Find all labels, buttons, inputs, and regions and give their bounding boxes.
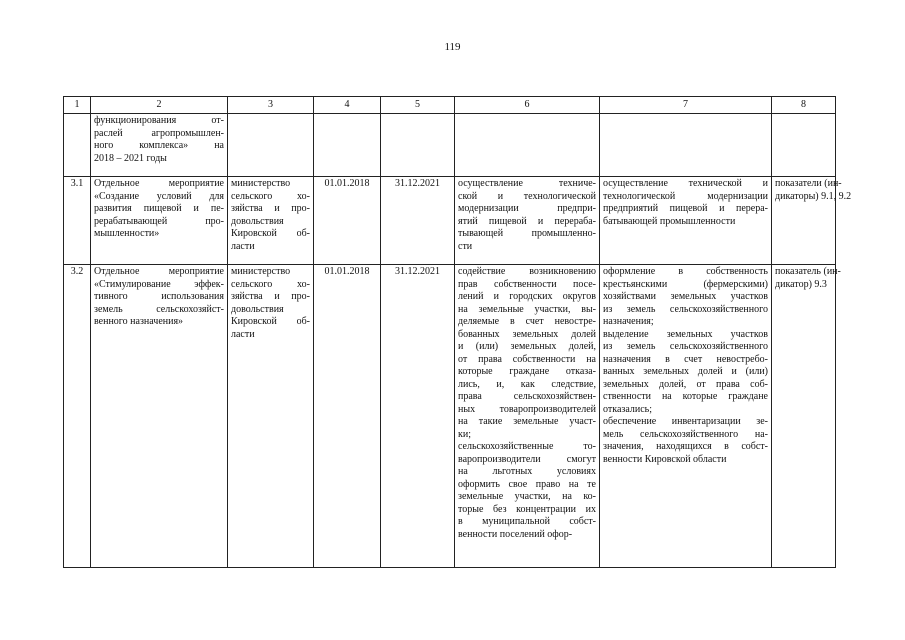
cell-text-line: осуществление техниче-: [458, 178, 596, 189]
header-cell: 2: [91, 97, 228, 114]
start-date-cell: 01.01.2018: [314, 265, 381, 568]
cell-text-line: технологической модернизации: [603, 190, 768, 202]
header-cell: 5: [381, 97, 455, 114]
header-cell: 4: [314, 97, 381, 114]
expected-result-cell: [600, 265, 772, 568]
cell-text-line: варопроизводители смогут: [458, 453, 596, 465]
program-events-table: [63, 96, 852, 568]
cell-text-line: земельные участки, на ко-: [458, 491, 596, 502]
cell-text-line: ласти: [231, 240, 255, 252]
header-cell: 8: [772, 97, 836, 114]
cell-text-line: Кировской об-: [231, 316, 310, 327]
cell-text-line: ласти: [231, 328, 255, 340]
table-row: [64, 177, 836, 265]
executor-cell: [228, 265, 314, 568]
cell-text-line: показатель (ин-: [775, 266, 841, 277]
cell-text-line: тивного использования: [94, 291, 224, 302]
cell-text-line: венного назначения»: [94, 316, 184, 327]
indicators-cell: [772, 114, 836, 177]
cell-text-line: хозяйствами земельных участков: [603, 291, 768, 302]
cell-text-line: на такие земельные участ-: [458, 416, 596, 427]
cell-text-line: деляемые в счет невостре-: [458, 316, 596, 327]
cell-text-line: сельского хо-: [231, 278, 310, 290]
cell-text-line: довольствия: [231, 215, 284, 227]
row-number-cell: 3.2: [64, 265, 91, 568]
cell-text-line: из земель сельскохозяйственного: [603, 303, 768, 315]
cell-text-line: в муниципальной собст-: [458, 516, 596, 527]
table-row: [64, 265, 836, 568]
cell-text-line: на льготных условиях: [458, 466, 596, 477]
cell-text-line: мель сельскохозяйственного на-: [603, 428, 768, 440]
cell-text-line: назначения;: [603, 316, 654, 327]
cell-text-line: 2018 – 2021 годы: [94, 152, 167, 164]
executor-cell: [228, 114, 314, 177]
cell-text-line: оформить свое право на те: [458, 478, 596, 490]
cell-text-line: права сельскохозяйствен-: [458, 391, 596, 402]
cell-text-line: сти: [458, 240, 473, 252]
cell-text-line: ки;: [458, 428, 471, 440]
cell-text-line: крестьянскими (фермерскими): [603, 278, 768, 290]
cell-text-line: ванных земельных долей и (или): [603, 366, 768, 377]
cell-text-line: оформление в собственность: [603, 266, 768, 277]
header-cell: 3: [228, 97, 314, 114]
cell-text-line: назначения в счет невостребо-: [603, 353, 768, 365]
cell-text-line: венности Кировской области: [603, 453, 727, 465]
cell-text-line: отказались;: [603, 403, 652, 415]
indicators-cell: [772, 265, 841, 568]
event-name-cell: [91, 177, 228, 265]
event-name-cell: [91, 114, 228, 177]
cell-text-line: и (или) земельных долей,: [458, 341, 596, 352]
cell-text-line: модернизации предпри-: [458, 203, 596, 214]
cell-text-line: торые без концентрации их: [458, 503, 596, 515]
table-row: [64, 114, 836, 177]
start-date-cell: [314, 114, 381, 177]
cell-text-line: развития пищевой и пе-: [94, 203, 224, 214]
row-number-cell: 3.1: [64, 177, 91, 265]
cell-text-line: министерство: [231, 266, 291, 277]
event-content-cell: [455, 177, 600, 265]
cell-text-line: функционирования от-: [94, 115, 224, 126]
header-cell: 1: [64, 97, 91, 114]
cell-text-line: значения, находящихся в собст-: [603, 441, 768, 452]
cell-text-line: ятий пищевой и перераба-: [458, 215, 596, 227]
cell-text-line: Отдельное мероприятие: [94, 178, 224, 189]
cell-text-line: из земель сельскохозяйственного: [603, 341, 768, 352]
cell-text-line: дикаторы) 9.1, 9.2: [775, 190, 852, 202]
cell-text-line: батывающей промышленности: [603, 215, 736, 227]
column-number-row: [64, 97, 836, 114]
cell-text-line: ственности на которые граждане: [603, 391, 768, 402]
end-date-cell: 31.12.2021: [381, 177, 455, 265]
expected-result-cell: [600, 114, 772, 177]
expected-result-cell: [600, 177, 772, 265]
cell-text-line: дикатор) 9.3: [775, 278, 827, 290]
cell-text-line: бованных земельных долей: [458, 328, 596, 340]
cell-text-line: прав собственности посе-: [458, 278, 596, 290]
cell-text-line: земель сельскохозяйст-: [94, 303, 224, 315]
cell-text-line: «Создание условий для: [94, 190, 224, 202]
cell-text-line: от права собственности на: [458, 353, 596, 365]
cell-text-line: сельскохозяйственные то-: [458, 441, 596, 452]
end-date-cell: [381, 114, 455, 177]
cell-text-line: ской и технологической: [458, 190, 596, 202]
event-content-cell: [455, 114, 600, 177]
executor-cell: [228, 177, 314, 265]
cell-text-line: которые граждане отказа-: [458, 366, 596, 377]
cell-text-line: зяйства и про-: [231, 203, 310, 214]
cell-text-line: на земельные участки, вы-: [458, 303, 596, 315]
event-name-cell: [91, 265, 228, 568]
cell-text-line: лись, и, как следствие,: [458, 378, 596, 390]
cell-text-line: содействие возникновению: [458, 266, 596, 277]
header-cell: 6: [455, 97, 600, 114]
cell-text-line: показатели (ин-: [775, 178, 842, 189]
cell-text-line: осуществление технической и: [603, 178, 768, 189]
header-cell: 7: [600, 97, 772, 114]
cell-text-line: тывающей промышленно-: [458, 228, 596, 239]
cell-text-line: венности поселений офор-: [458, 528, 573, 540]
cell-text-line: «Стимулирование эффек-: [94, 278, 224, 290]
start-date-cell: 01.01.2018: [314, 177, 381, 265]
cell-text-line: зяйства и про-: [231, 291, 310, 302]
cell-text-line: выделение земельных участков: [603, 328, 768, 340]
cell-text-line: обеспечение инвентаризации зе-: [603, 416, 768, 427]
cell-text-line: рерабатывающей про-: [94, 215, 224, 227]
cell-text-line: довольствия: [231, 303, 284, 315]
page-number: 119: [444, 41, 461, 53]
cell-text-line: земельных долей, от права соб-: [603, 378, 768, 390]
cell-text-line: сельского хо-: [231, 190, 310, 202]
cell-text-line: мышленности»: [94, 228, 160, 239]
cell-text-line: предприятий пищевой и перера-: [603, 203, 768, 214]
cell-text-line: министерство: [231, 178, 291, 189]
cell-text-line: Отдельное мероприятие: [94, 266, 224, 277]
cell-text-line: ных товаропроизводителей: [458, 403, 596, 415]
cell-text-line: ного комплекса» на: [94, 140, 224, 151]
cell-text-line: Кировской об-: [231, 228, 310, 239]
end-date-cell: 31.12.2021: [381, 265, 455, 568]
cell-text-line: лений и городских округов: [458, 291, 596, 302]
row-number-cell: [64, 114, 91, 177]
cell-text-line: раслей агропромышлен-: [94, 127, 224, 139]
indicators-cell: [772, 177, 852, 265]
event-content-cell: [455, 265, 600, 568]
